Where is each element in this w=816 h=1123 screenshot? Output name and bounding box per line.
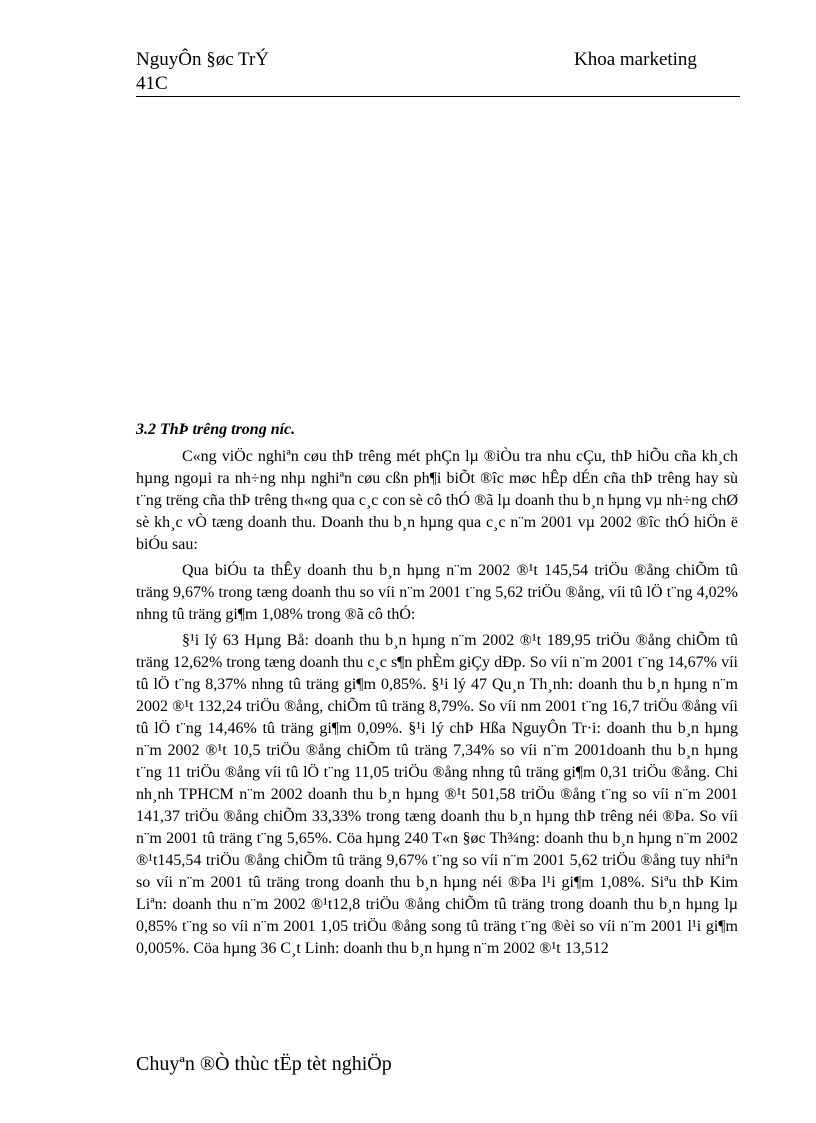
header-department: Khoa marketing <box>574 49 697 70</box>
header-author-block <box>136 48 269 96</box>
header-class: 41C <box>136 73 168 94</box>
header-author: NguyÔn §øc TrÝ <box>136 49 270 70</box>
header-divider <box>136 96 740 97</box>
footer-text: Chuyªn ®Ò thùc tËp tèt nghiÖp <box>136 1053 392 1075</box>
paragraph: Qua biÓu ta thÊy doanh thu b¸n hµng n¨m 2002 ®¹t 145,54 triÖu ®ång chiÕm tû träng 9,67% trong tæng doanh thu so víi n¨m 2001 t¨ng 5,62 triÖu ®ång, víi tû lÖ t¨ng 4,02% nhng tû träng gi¶m 1,08% trong ®ã cô thÓ: <box>136 562 738 623</box>
section-title: 3.2 ThÞ trêng trong níc. <box>136 421 296 438</box>
paragraph: C«ng viÖc nghiªn cøu thÞ trêng mét phÇn lµ ®iÒu tra nhu cÇu, thÞ hiÕu cña kh¸ch hµng ngoµi ra nh÷ng nhµ nghiªn cøu cßn ph¶i biÕt ®îc møc hÊp dÉn cña thÞ trêng hay sù t¨ng trëng cña thÞ trêng th«ng qua c¸c con sè cô thÓ ®ã lµ doanh thu b¸n hµng vµ nh÷ng chØ sè kh¸c vÒ tæng doanh thu. Doanh thu b¸n hµng qua c¸c n¨m 2001 vµ 2002 ®îc thÓ hiÖn ë biÓu sau: <box>136 448 738 553</box>
body-text <box>136 446 738 964</box>
paragraph: §¹i lý 63 Hµng Bå: doanh thu b¸n hµng n¨m 2002 ®¹t 189,95 triÖu ®ång chiÕm tû träng 12,62% trong tæng doanh thu c¸c s¶n phÈm giÇy dÐp. So víi n¨m 2001 t¨ng 14,67% víi tû lÖ t¨ng 8,37% nhng tû träng gi¶m 0,85%. §¹i lý 47 Qu¸n Th¸nh: doanh thu b¸n hµng n¨m 2002 ®¹t 132,24 triÖu ®ång, chiÕm tû träng 8,79%. So víi nm 2001 t¨ng 16,7 triÖu ®ång víi tû lÖ t¨ng 14,46% tû träng gi¶m 0,09%. §¹i lý chÞ Hßa NguyÔn Tr·i: doanh thu b¸n hµng n¨m 2002 ®¹t 10,5 triÖu ®ång chiÕm tû träng 7,34% so víi n¨m 2001doanh thu b¸n hµng t¨ng 11 triÖu ®ång víi tû lÖ t¨ng 11,05 triÖu ®ång nhng tû träng gi¶m 0,31 triÖu ®ång. Chi nh¸nh TPHCM n¨m 2002 doanh thu b¸n hµng ®¹t 501,58 triÖu ®ång t¨ng so víi n¨m 2001 141,37 triÖu ®ång chiÕm 33,33% trong tæng doanh thu b¸n hµng thÞ trêng néi ®Þa. So víi n¨m 2001 tû träng t¨ng 5,65%. Cöa hµng 240 T«n §øc Th¾ng: doanh thu b¸n hµng n¨m 2002 ®¹t145,54 triÖu ®ång chiÕm tû träng 9,67% t¨ng so víi n¨m 2001 5,62 triÖu ®ång tuy nhiªn so víi n¨m 2001 tû träng trong doanh thu b¸n hµng néi ®Þa l¹i gi¶m 1,08%. Siªu thÞ Kim Liªn: doanh thu n¨m 2002 ®¹t12,8 triÖu ®ång chiÕm tû träng trong doanh thu b¸n hµng lµ 0,85% t¨ng so víi n¨m 2001 1,05 triÖu ®ång song tû träng t¨ng ®èi so víi n¨m 2001 l¹i gi¶m 0,005%. Cöa hµng 36 C¸t Linh: doanh thu b¸n hµng n¨m 2002 ®¹t 13,512 <box>136 632 738 957</box>
